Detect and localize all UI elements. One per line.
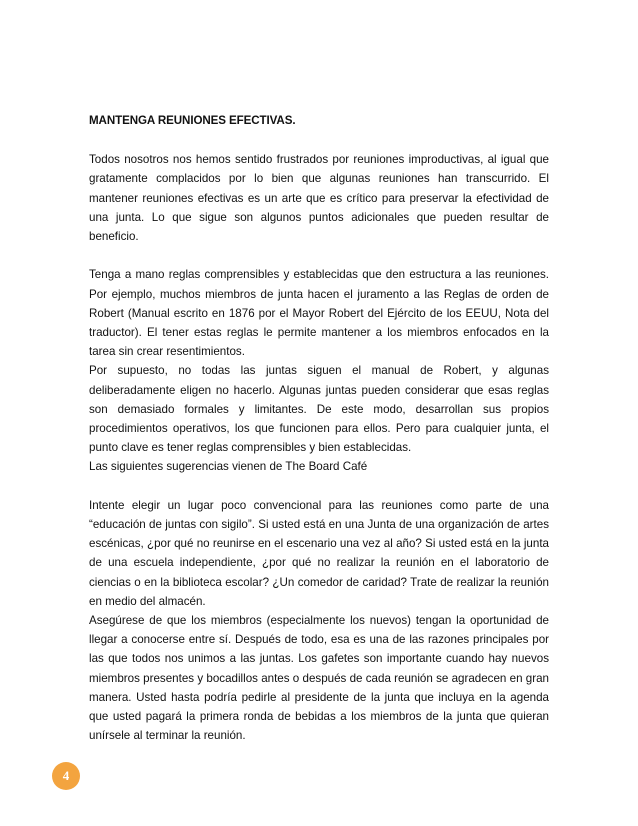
rules-block — [89, 265, 549, 476]
page-number-badge: 4 — [52, 762, 80, 790]
paragraph-robert-manual: Por supuesto, no todas las juntas siguen el manual de Robert, y algunas deliberadamente eligen no hacerlo. Algunas juntas pueden considerar que esas reglas son demasiado formales y limitantes. De este modo, desarrollan sus propios procedimientos operativos, los que funcionen para ellos. Pero para cualquier junta, el punto clave es tener reglas comprensibles y bien establecidas. — [89, 364, 549, 455]
paragraph-members-meet: Asegúrese de que los miembros (especialmente los nuevos) tengan la oportunidad de llegar a conocerse entre sí. Después de todo, esa es una de las razones principales por las que todos nos unimos a las juntas. Los gafetes son importante cuando hay nuevos miembros presentes y bocadillos antes o después de cada reunión se agradecen en gran manera. Usted hasta podría pedirle al presidente de la junta que incluya en la agenda que usted pagará la primera ronda de bebidas a los miembros de la junta que quieran unírsele al terminar la reunión. — [89, 614, 549, 743]
intro-block — [89, 150, 549, 246]
page-content — [89, 111, 549, 765]
section-heading: MANTENGA REUNIONES EFECTIVAS. — [89, 114, 296, 127]
paragraph-rules: Tenga a mano reglas comprensibles y establecidas que den estructura a las reuniones. Por ejemplo, muchos miembros de junta hacen el juramento a las Reglas de orden de Robert (Manual escrito en 1876 por el Mayor Robert del Ejército de los EEUU, Nota del traductor). El tener estas reglas le permite mantener a los miembros enfocados en la tarea sin crear resentimientos. — [89, 268, 549, 359]
paragraph-intro: Todos nosotros nos hemos sentido frustrados por reuniones improductivas, al igual que gratamente complacidos por lo bien que algunas reuniones han transcurrido. El mantener reuniones efectivas es un arte que es crítico para preservar la efectividad de una junta. Lo que sigue son algunos puntos adicionales que pueden resultar de beneficio. — [89, 153, 549, 244]
paragraph-board-cafe: Las siguientes sugerencias vienen de The Board Café — [89, 460, 368, 474]
suggestions-block — [89, 496, 549, 746]
paragraph-meeting-place: Intente elegir un lugar poco convencional para las reuniones como parte de una “educación de juntas con sigilo”. Si usted está en una Junta de una organización de artes escénicas, ¿por qué no reunirse en el escenario una vez al año? Si usted está en la junta de una escuela independiente, ¿por qué no realizar la reunión en el laboratorio de ciencias o en la biblioteca escolar? ¿Un comedor de caridad? Trate de realizar la reunión en medio del almacén. — [89, 498, 549, 608]
